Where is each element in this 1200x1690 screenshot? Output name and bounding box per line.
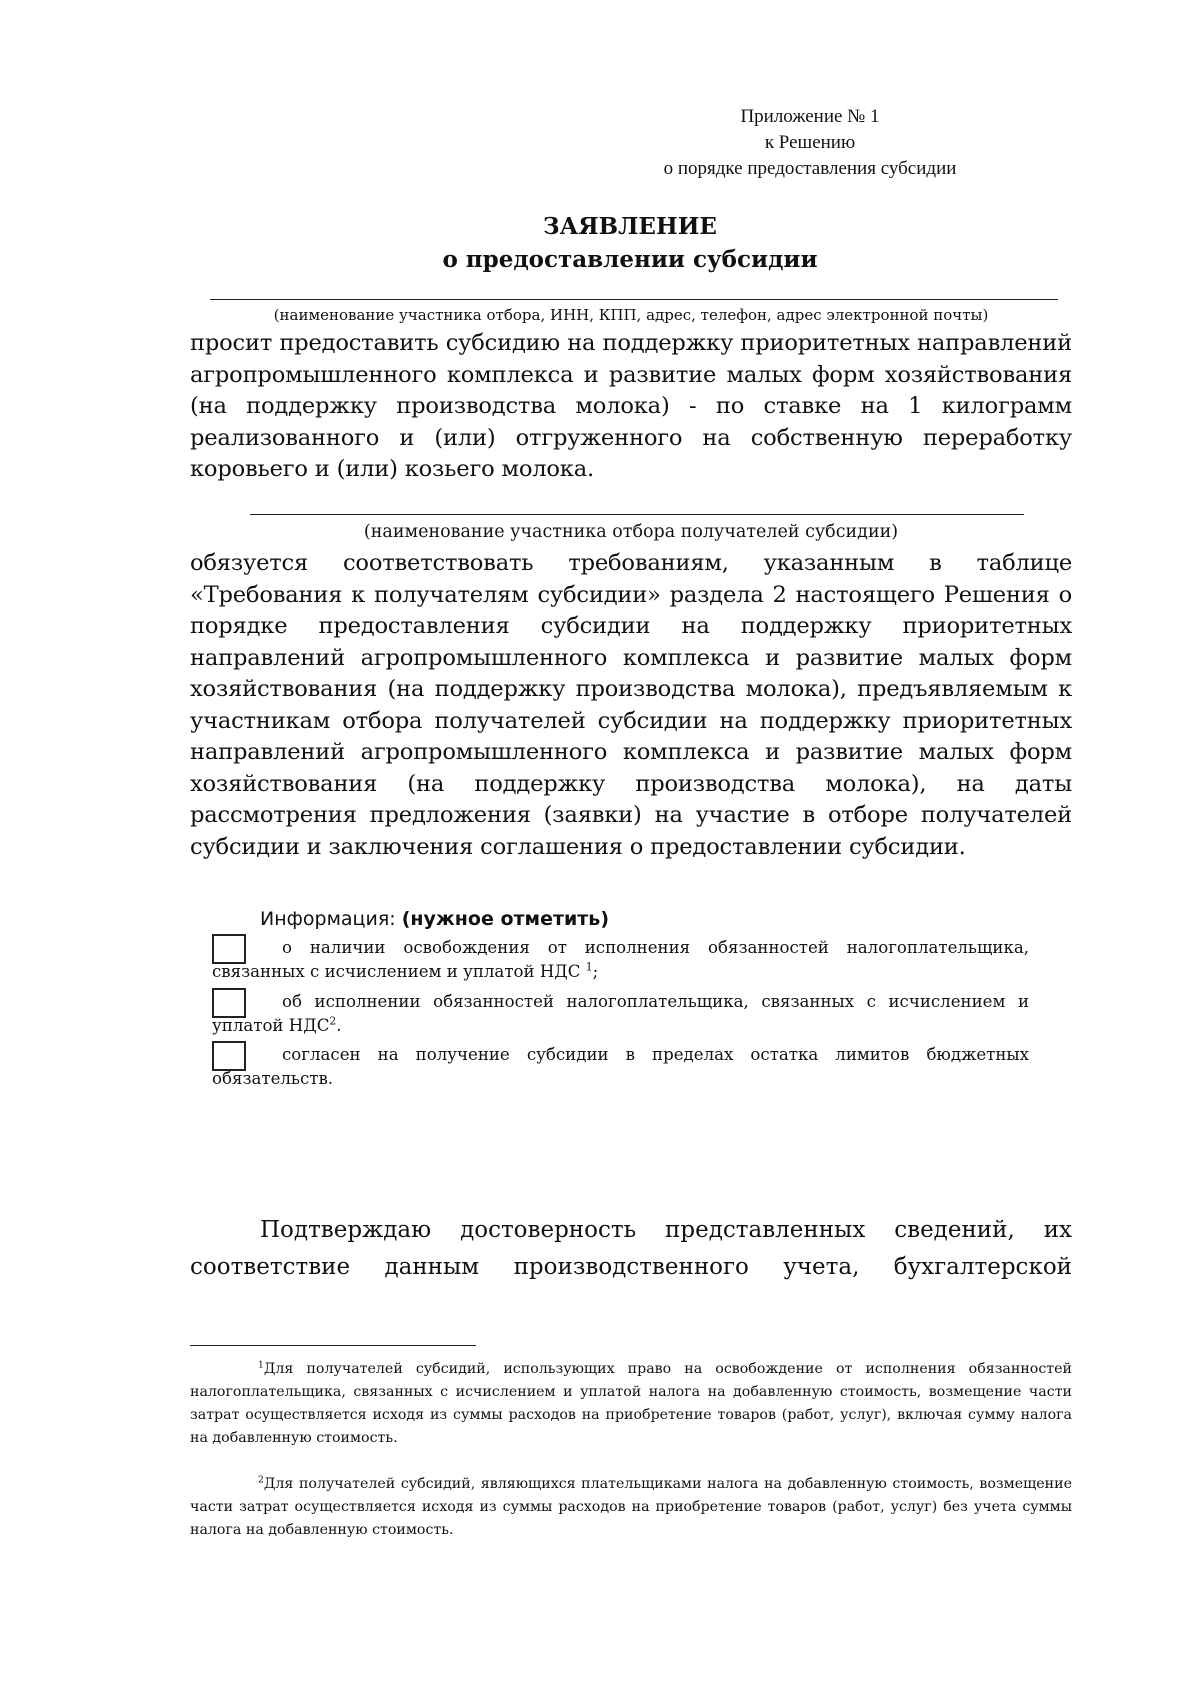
footnote-1-text: Для получателей субсидий, использующих право на освобождение от исполнения обязанностей налогоплательщика, связанных с исчислением и уплатой налога на добавленную стоимость, возмещение части затрат осуществляется исходя из суммы расходов на приобретение товаров (работ, услуг), включая сумму налога на добавленную стоимость.	[190, 1361, 1072, 1446]
info-heading	[260, 906, 609, 932]
appendix-number: Приложение № 1	[740, 106, 880, 127]
applicant-blank-line	[210, 299, 1058, 300]
title-main: ЗАЯВЛЕНИЕ	[543, 213, 717, 240]
participant-blank-line	[250, 514, 1024, 515]
footnote-2-mark: 2	[258, 1474, 264, 1486]
option-limits-consent	[212, 1043, 1029, 1091]
footnote-ref-2: 2	[329, 1014, 337, 1028]
option-nds-payer	[212, 990, 1029, 1038]
option-nds-payer-text: об исполнении обязанностей налогоплательщика, связанных с исчислением и уплатой НДС	[212, 992, 1029, 1035]
appendix-decision-name: о порядке предоставления субсидии	[663, 158, 957, 179]
footnote-2-text: Для получателей субсидий, являющихся плательщиками налога на добавленную стоимость, возмещение части затрат осуществляется исходя из суммы расходов на приобретение товаров (работ, услуг) без учета суммы налога на добавленную стоимость.	[190, 1476, 1072, 1538]
document-title	[180, 210, 1080, 276]
participant-caption: (наименование участника отбора получателей субсидии)	[363, 522, 899, 542]
footnote-1	[190, 1358, 1072, 1450]
option-limits-consent-text: согласен на получение субсидии в пределах остатка лимитов бюджетных обязательств.	[212, 1045, 1029, 1088]
appendix-header	[600, 104, 1020, 182]
option-nds-payer-tail: .	[336, 1016, 342, 1035]
title-subtitle: о предоставлении субсидии	[442, 246, 818, 273]
option-nds-exemption	[212, 936, 1029, 984]
obligation-paragraph: обязуется соответствовать требованиям, указанным в таблице «Требования к получателям субсидии» раздела 2 настоящего Решения о порядке предоставления субсидии на поддержку приоритетных направлений агропромышленного комплекса и развитие малых форм хозяйствования (на поддержку производства молока), предъявляемым к участникам отбора получателей субсидии на поддержку приоритетных направлений агропромышленного комплекса и развитие малых форм хозяйствования (на поддержку производства молока), на даты рассмотрения предложения (заявки) на участие в отборе получателей субсидии и заключения соглашения о предоставлении субсидии.	[190, 550, 1072, 860]
request-paragraph: просит предоставить субсидию на поддержку приоритетных направлений агропромышленного комплекса и развитие малых форм хозяйствования (на поддержку производства молока) - по ставке на 1 килограмм реализованного и (или) отгруженного на собственную переработку коровьего и (или) козьего молока.	[190, 330, 1072, 482]
info-hint: (нужное отметить)	[401, 908, 610, 930]
info-label: Информация:	[260, 908, 396, 930]
option-nds-exemption-tail: ;	[592, 962, 599, 981]
option-nds-exemption-text: о наличии освобождения от исполнения обязанностей налогоплательщика, связанных с исчислением и уплатой НДС	[212, 938, 1029, 981]
footnote-separator	[190, 1345, 476, 1346]
applicant-caption: (наименование участника отбора, ИНН, КПП, адрес, телефон, адрес электронной почты)	[273, 306, 989, 324]
appendix-reference: к Решению	[764, 132, 856, 153]
footnote-1-mark: 1	[258, 1359, 264, 1371]
footnote-2	[190, 1473, 1072, 1542]
footnote-ref-1: 1	[585, 960, 593, 974]
confirmation-paragraph: Подтверждаю достоверность представленных сведений, их соответствие данным производственного учета, бухгалтерской	[190, 1217, 1072, 1280]
